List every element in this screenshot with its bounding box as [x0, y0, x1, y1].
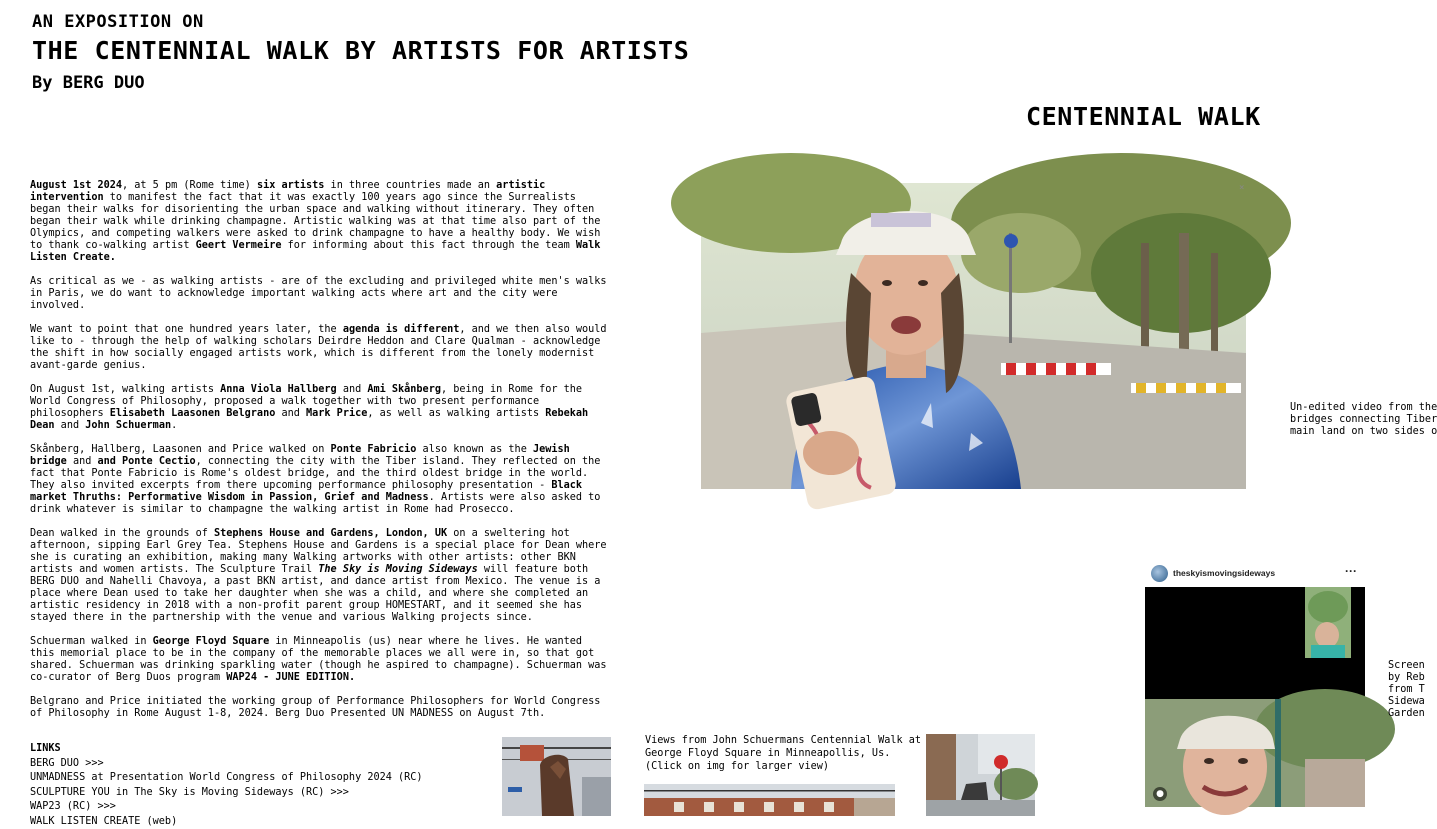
links-heading: LINKS — [30, 742, 423, 757]
text-run: Dean walked in the grounds of — [30, 528, 214, 539]
text-bold: John Schuerman — [85, 420, 171, 431]
text-run: We want to point that one hundred years later, the — [30, 324, 343, 335]
text-bold: Stephens House and Gardens, London, UK — [214, 528, 447, 539]
text-run: in three countries made an — [324, 180, 496, 191]
paragraph-4 — [30, 384, 610, 432]
paragraph-5 — [30, 444, 610, 516]
instagram-avatar[interactable] — [1151, 565, 1168, 582]
text-bold: Anna Viola Hallberg — [220, 384, 337, 395]
text-bold: Geert Vermeire — [196, 240, 282, 251]
text-run: Schuerman walked in — [30, 636, 153, 647]
caption-line: main land on two sides o — [1290, 426, 1437, 438]
exposition-pretitle: AN EXPOSITION ON — [32, 12, 204, 32]
text-bold: Ami Skånberg — [367, 384, 441, 395]
paragraph-6 — [30, 528, 610, 624]
text-bold: Rebekah Dean — [30, 408, 588, 431]
text-bold: George Floyd Square — [153, 636, 270, 647]
section-title: CENTENNIAL WALK — [1026, 102, 1261, 131]
text-bold: and Ponte Cectio — [97, 456, 195, 467]
text-run: and — [67, 456, 98, 467]
links-section — [30, 742, 423, 829]
exposition-byline: By BERG DUO — [32, 73, 145, 93]
text-run: , and we then also would like to - through the help of walking scholars Deirdre Heddon and Clare Qualman - acknowledge the shift in how socially engaged artists work, which is different from the lonely modernist avant-garde genius. — [30, 324, 607, 371]
caption-line: bridges connecting Tiber — [1290, 414, 1437, 426]
text-run: and — [275, 408, 306, 419]
caption-line: Sidewa — [1388, 696, 1425, 708]
caption-line: Views from John Schuermans Centennial Walk at — [645, 734, 921, 747]
more-options-icon[interactable]: ··· — [1345, 564, 1357, 578]
caption-line: (Click on img for larger view) — [645, 760, 921, 773]
text-bold: artistic intervention — [30, 180, 545, 203]
video-call-thumbnail — [1305, 587, 1351, 658]
text-bold: Mark Price — [306, 408, 367, 419]
floyd-square-photo-2[interactable] — [644, 784, 895, 816]
text-run: On August 1st, walking artists — [30, 384, 220, 395]
caption-line: Garden — [1388, 708, 1425, 720]
date-highlight: August 1st 2024 — [30, 180, 122, 191]
paragraph-3 — [30, 324, 610, 372]
text-run: will feature both BERG DUO and Nahelli Chavoya, a past BKN artist, and dance artist from Mexico. The venue is a place where Dean used to take her daughter when she was a child, and where she completed an artistic residency in 2018 with a non-profit parent group HOMESTART, and it seemed she has stayed there in the partnership with the venue and various Walking projects since. — [30, 564, 600, 623]
text-run: on a sweltering hot afternoon, sipping Earl Grey Tea. Stephens House and Gardens is a special place for Dean where she is curating an exhibition, making many Walking artworks with other artists: other BKN artists and women artists. The Sculpture Trail — [30, 528, 607, 575]
caption-line: by Reb — [1388, 672, 1425, 684]
text-run: . — [171, 420, 177, 431]
link-unmadness[interactable]: UNMADNESS at Presentation World Congress of Philosophy 2024 (RC) — [30, 771, 423, 786]
floyd-square-photo-3[interactable] — [926, 734, 1035, 816]
floyd-square-caption — [645, 734, 921, 773]
video-caption — [1290, 402, 1437, 438]
caption-line: Un-edited video from the — [1290, 402, 1437, 414]
text-run: and — [337, 384, 368, 395]
instagram-username[interactable]: theskyismovingsideways — [1173, 568, 1275, 578]
instagram-caption — [1388, 660, 1425, 720]
link-berg-duo[interactable]: BERG DUO >>> — [30, 757, 423, 772]
caption-line: Screen — [1388, 660, 1425, 672]
paragraph-8: Belgrano and Price initiated the working group of Performance Philosophers for World Congress of Philosophy in Rome August 1-8, 2024. Berg Duo Presented UN MADNESS on August 7th. — [30, 696, 610, 720]
article-text — [30, 180, 610, 732]
text-bold: agenda is different — [343, 324, 460, 335]
text-bold-italic: The Sky is Moving Sideways — [318, 564, 477, 575]
paragraph-2: As critical as we - as walking artists - are of the excluding and privileged white men's walks in Paris, we do want to acknowledge important walking acts where art and the city were involved. — [30, 276, 610, 312]
floyd-square-photo-1[interactable] — [502, 737, 611, 816]
caption-line: George Floyd Square in Minneapollis, Us. — [645, 747, 921, 760]
video-close-icon[interactable]: × — [1239, 183, 1244, 193]
text-bold: Elisabeth Laasonen Belgrano — [110, 408, 276, 419]
text-run: , at 5 pm (Rome time) — [122, 180, 257, 191]
paragraph-1 — [30, 180, 610, 264]
text-run: also known as the — [416, 444, 533, 455]
text-run: Skånberg, Hallberg, Laasonen and Price walked on — [30, 444, 331, 455]
video-still — [701, 183, 1246, 489]
text-bold: six artists — [257, 180, 324, 191]
text-run: , as well as walking artists — [367, 408, 545, 419]
text-run: and — [55, 420, 86, 431]
text-run: to manifest the fact that it was exactly 100 years ago since the Surrealists began their walks for disorienting the urban space and walking without itinerary. They often began their walk while drinking champagne. Artistic walking was at that time also part of the Olympics, and competing walkers were asked to drink champagne to have a healthy body. We wish to thank co-walking artist — [30, 192, 600, 251]
caption-line: from T — [1388, 684, 1425, 696]
text-bold: WAP24 - JUNE EDITION. — [226, 672, 355, 683]
instagram-video-card[interactable] — [1145, 562, 1365, 807]
link-sculpture-you[interactable]: SCULPTURE YOU in The Sky is Moving Sideways (RC) >>> — [30, 786, 423, 801]
text-bold: Black market Thruths: Performative Wisdom in Passion, Grief and Madness — [30, 480, 582, 503]
text-bold: Jewish bridge — [30, 444, 570, 467]
text-run: , being in Rome for the World Congress of Philosophy, proposed a walk together with two present performance philosophers — [30, 384, 582, 419]
paragraph-7 — [30, 636, 610, 684]
text-run: for informing about this fact through the team — [281, 240, 575, 251]
text-bold: Ponte Fabricio — [331, 444, 417, 455]
video-call-selfie — [1145, 699, 1365, 807]
exposition-title: THE CENTENNIAL WALK BY ARTISTS FOR ARTISTS — [32, 36, 689, 65]
text-bold: Walk Listen Create. — [30, 240, 600, 263]
text-run: . Artists were also asked to drink whatever is similar to champagne the walking artist in Rome had Prosecco. — [30, 492, 600, 515]
person-icon[interactable]: ● — [1153, 787, 1167, 801]
link-walk-listen-create[interactable]: WALK LISTEN CREATE (web) — [30, 815, 423, 829]
text-run: in Minneapolis (us) near where he lives. He wanted this memorial place to be in the company of the memorable places we all were in, so that got shared. Schuerman was drinking sparkling water (though he aspired to champagne). Schuerman was co-curator of Berg Duos program — [30, 636, 607, 683]
centennial-walk-video[interactable] — [701, 183, 1246, 489]
text-run: , connecting the city with the Tiber island. They reflected on the fact that Ponte Fabricio is Rome's oldest bridge, and the third oldest bridge in the world. They also invited excerpts from there upcoming performance philosophy presentation - — [30, 456, 600, 491]
link-wap23[interactable]: WAP23 (RC) >>> — [30, 800, 423, 815]
instagram-header — [1145, 562, 1365, 587]
